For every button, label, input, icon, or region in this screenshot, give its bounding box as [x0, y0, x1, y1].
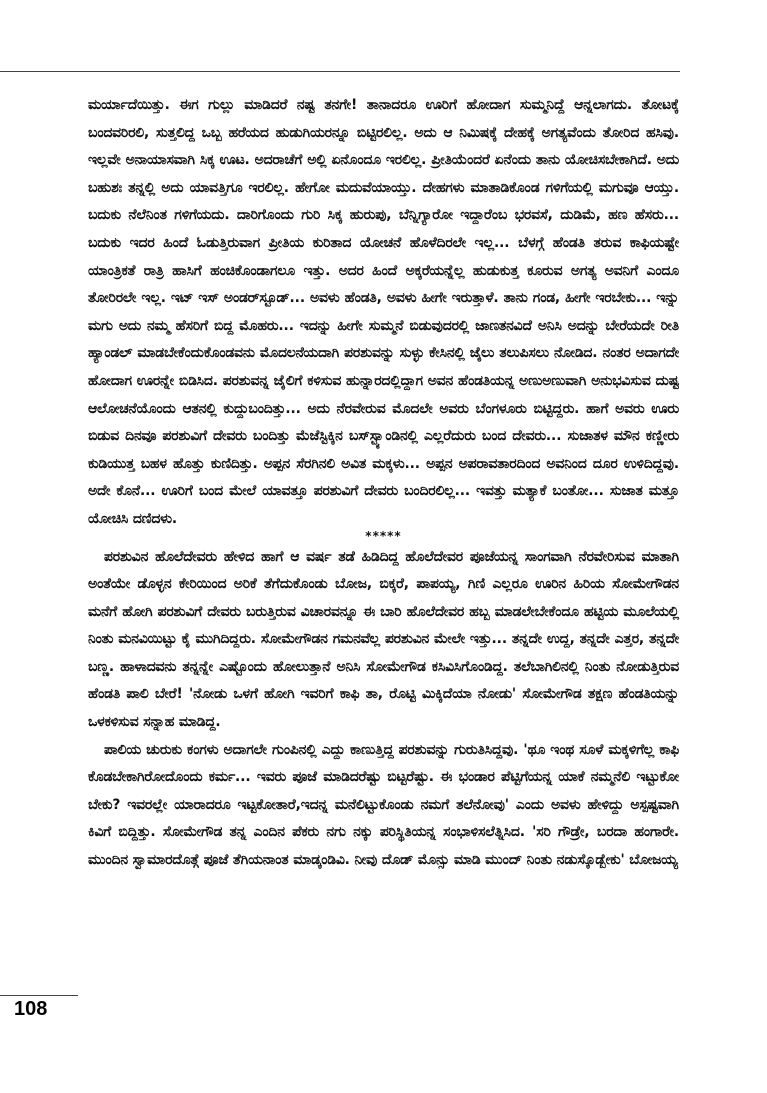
- paragraph-2: ಪರಶುವಿನ ಹೊಲೆದೇವರು ಹೇಳಿದ ಹಾಗೆ ಆ ವರ್ಷ ತಡೆ ಹಿಡಿದಿದ್ದ ಹೊಲೆದೇವರ ಪೂಜೆಯನ್ನ ಸಾಂಗವಾಗಿ ನೆರವೇರಿಸುವ ಮಾತಾಗಿ ಅಂತೆಯೇ ಡೊಳ್ಳನ ಕೇರಿಯಿಂದ ಅರಿಕೆ ತೆಗೆದುಕೊಂಡು ಬೋಜ, ಬಿಕ್ಕರೆ, ಪಾಪಯ್ಯ, ಗಿಣಿ ಎಲ್ಲರೂ ಊರಿನ ಹಿರಿಯ ಸೋಮೇಗೌಡನ ಮನೆಗೆ ಹೋಗಿ ಪರಶುವಿಗೆ ದೇವರು ಬರುತ್ತಿರುವ ವಿಚಾರವನ್ನೂ ಈ ಬಾರಿ ಹೊಲೆದೇವರ ಹಬ್ಬ ಮಾಡಲೇಬೇಕೆಂದೂ ಹಟ್ಟಿಯ ಮೂಲೆಯಲ್ಲಿ ನಿಂತು ಮನವಿಯಿಟ್ಟು ಕೈ ಮುಗಿದಿದ್ದರು. ಸೋಮೇಗೌಡನ ಗಮನವೆಲ್ಲ ಪರಶುವಿನ ಮೇಲೇ ಇತ್ತು... ತನ್ನದೇ ಉದ್ದ, ತನ್ನದೇ ಎತ್ತರ, ತನ್ನದೇ ಬಣ್ಣ. ಹಾಳಾದವನು ತನ್ನನ್ನೇ ಎಷ್ಟೊಂದು ಹೋಲುತ್ತಾನೆ ಅನಿಸಿ ಸೋಮೇಗೌಡ ಕಸಿವಿಸಿಗೊಂಡಿದ್ದ. ತಲೆಬಾಗಿಲಿನಲ್ಲಿ ನಿಂತು ನೋಡುತ್ತಿರುವ ಹೆಂಡತಿ ಪಾಲಿ ಬೇರೆ! 'ನೋಡು ಒಳಗೆ ಹೋಗಿ ಇವರಿಗೆ ಕಾಫಿ ತಾ, ರೊಟ್ಟಿ ಮಿಕ್ಕಿದೆಯಾ ನೋಡು' ಸೋಮೇಗೌಡ ತಕ್ಷಣ ಹೆಂಡತಿಯನ್ನು ಒಳಕಳಿಸುವ ಸನ್ನಾಹ ಮಾಡಿದ್ದ.: [88, 548, 679, 731]
- page-number: 108: [14, 998, 48, 1020]
- page-body: [88, 92, 679, 875]
- paragraph-1: ಮರ್ಯಾದೆಯಿತ್ತು. ಈಗ ಗುಲ್ಲು ಮಾಡಿದರೆ ನಷ್ಟ ತನಗೇ! ತಾನಾದರೂ ಊರಿಗೆ ಹೋದಾಗ ಸುಮ್ಮನಿದ್ದೆ ಆನ್ನಲಾಗದು. ತೋಟಕ್ಕೆ ಬಂದವರಿರಲಿ, ಸುತ್ತಲಿದ್ದ ಒಬ್ಬ ಹರೆಯದ ಹುಡುಗಿಯರನ್ನೂ ಬಿಟ್ಟಿರಲಿಲ್ಲ. ಅದು ಆ ನಿಮಿಷಕ್ಕೆ ದೇಹಕ್ಕೆ ಅಗತ್ಯವೆಂದು ತೋರಿದ ಹಸಿವು. ಇಲ್ಲವೇ ಅನಾಯಾಸವಾಗಿ ಸಿಕ್ಕ ಊಟ. ಅದರಾಚೆಗೆ ಅಲ್ಲಿ ಏನೊಂದೂ ಇರಲಿಲ್ಲ. ಪ್ರೀತಿಯೆಂದರೆ ಏನೆಂದು ತಾನು ಯೋಚಿಸಬೇಕಾಗಿದೆ. ಅದು ಬಹುಶಃ ತನ್ನಲ್ಲಿ ಅದು ಯಾವತ್ತಿಗೂ ಇರಲಿಲ್ಲ. ಹೇಗೋ ಮದುವೆಯಾಯ್ತು. ದೇಹಗಳು ಮಾತಾಡಿಕೊಂಡ ಗಳಿಗೆಯಲ್ಲಿ ಮಗುವೂ ಆಯ್ತು. ಬದುಕು ನೆಲೆನಿಂತ ಗಳಿಗೆಯದು. ದಾರಿಗೊಂದು ಗುರಿ ಸಿಕ್ಕ ಹುರುಪು, ಬೆನ್ನಿಗ್ಯಾರೋ ಇದ್ದಾರೆಂಬ ಭರವಸೆ, ದುಡಿಮೆ, ಹಣ ಹೆಸರು... ಬದುಕು ಇದರ ಹಿಂದೆ ಓಡುತ್ತಿರುವಾಗ ಪ್ರೀತಿಯ ಕುರಿತಾದ ಯೋಚನೆ ಹೊಳೆದಿರಲೇ ಇಲ್ಲ... ಬೆಳಗ್ಗೆ ಹೆಂಡತಿ ತರುವ ಕಾಫಿಯಷ್ಟೇ ಯಾಂತ್ರಿಕತೆ ರಾತ್ರಿ ಹಾಸಿಗೆ ಹಂಚಿಕೊಂಡಾಗಲೂ ಇತ್ತು. ಅದರ ಹಿಂದೆ ಅಕ್ಕರೆಯನ್ನೆಲ್ಲ ಹುಡುಕುತ್ತ ಕೂರುವ ಅಗತ್ಯ ಅವನಿಗೆ ಎಂದೂ ತೋರಿರಲೇ ಇಲ್ಲ. ಇಟ್ ಇಸ್ ಅಂಡರ್‌ಸ್ಟೂಡ್... ಅವಳು ಹೆಂಡತಿ, ಅವಳು ಹೀಗೇ ಇರುತ್ತಾಳೆ. ತಾನು ಗಂಡ, ಹೀಗೇ ಇರಬೇಕು... ಇನ್ನು ಮಗು ಅದು ನಮ್ಮ ಹೆಸರಿಗೆ ಬಿದ್ದ ಮೊಹರು... ಇದನ್ನು ಹೀಗೇ ಸುಮ್ಮನೆ ಬಿಡುವುದರಲ್ಲಿ ಜಾಣತನವಿದೆ ಅನಿಸಿ ಅದನ್ನು ಬೇರೆಯದೇ ರೀತಿ ಹ್ಯಾಂಡಲ್ ಮಾಡಬೇಕೆಂದುಕೊಂಡವನು ಮೊದಲನೆಯದಾಗಿ ಪರಶುವನ್ನು ಸುಳ್ಳು ಕೇಸಿನಲ್ಲಿ ಜೈಲು ತಲುಪಿಸಲು ನೋಡಿದ. ನಂತರ ಅದಾಗದೇ ಹೋದಾಗ ಊರನ್ನೇ ಬಿಡಿಸಿದ. ಪರಶುವನ್ನ ಜೈಲಿಗೆ ಕಳಿಸುವ ಹುನ್ನಾರದಲ್ಲಿದ್ದಾಗ ಅವನ ಹೆಂಡತಿಯನ್ನ ಅಣುಅಣುವಾಗಿ ಅನುಭವಿಸುವ ದುಷ್ಟ ಆಲೋಚನೆಯೊಂದು ಆತನಲ್ಲಿ ಕುದ್ದುಬಂದಿತ್ತು... ಅದು ನೆರವೇರುವ ಮೊದಲೇ ಅವರು ಬೆಂಗಳೂರು ಬಿಟ್ಟಿದ್ದರು. ಹಾಗೆ ಅವರು ಊರು ಬಿಡುವ ದಿನವೂ ಪರಶುವಿಗೆ ದೇವರು ಬಂದಿತ್ತು ಮೆಜೆಸ್ಟಿಕ್ಕಿನ ಬಸ್‌ಸ್ಟ್ಯಾಂಡಿನಲ್ಲಿ ಎಲ್ಲರೆದುರು ಬಂದ ದೇವರು... ಸುಜಾತಳ ಮೌನ ಕಣ್ಣೀರು ಕುಡಿಯುತ್ತ ಬಹಳ ಹೊತ್ತು ಕುಣಿದಿತ್ತು. ಅಪ್ಪನ ಸೆರಗಿನಲಿ ಅವಿತ ಮಕ್ಕಳು... ಅಪ್ಪನ ಅಪರಾವತಾರದಿಂದ ಅವನಿಂದ ದೂರ ಉಳಿದಿದ್ದವು. ಅದೇ ಕೊನೆ... ಊರಿಗೆ ಬಂದ ಮೇಲೆ ಯಾವತ್ತೂ ಪರಶುವಿಗೆ ದೇವರು ಬಂದಿರಲಿಲ್ಲ... ಇವತ್ತು ಮತ್ಯಾಕೆ ಬಂತೋ... ಸುಜಾತ ಮತ್ತೂ ಯೋಚಿಸಿ ದಣಿದಳು.: [88, 97, 679, 527]
- footer-rule: [0, 995, 78, 996]
- paragraph-3: ಪಾಲಿಯ ಚುರುಕು ಕಂಗಳು ಅದಾಗಲೇ ಗುಂಪಿನಲ್ಲಿ ಎದ್ದು ಕಾಣುತ್ತಿದ್ದ ಪರಶುವನ್ನು ಗುರುತಿಸಿದ್ದವು. 'ಥೂ ಇಂಥ ಸೂಳೆ ಮಕ್ಕಳಿಗೆಲ್ಲ ಕಾಫಿ ಕೊಡಬೇಕಾಗಿರೋದೊಂದು ಕರ್ಮ... ಇವರು ಪೂಜೆ ಮಾಡಿದರೆಷ್ಟು ಬಿಟ್ಟರೆಷ್ಟು. ಈ ಭಂಡಾರ ಪೆಟ್ಟಿಗೆಯನ್ನ ಯಾಕೆ ನಮ್ಮನೆಲಿ ಇಟ್ಟುಕೋ ಬೇಕು? ಇವರಲ್ಲೇ ಯಾರಾದರೂ ಇಟ್ಟಕೋತಾರೆ,ಇದನ್ನ ಮನೆಲಿಟ್ಟುಕೊಂಡು ನಮಗೆ ತಲೆನೋವು' ಎಂದು ಅವಳು ಹೇಳಿದ್ದು ಅಸ್ಪಷ್ಟವಾಗಿ ಕಿವಿಗೆ ಬಿದ್ದಿತ್ತು. ಸೋಮೇಗೌಡ ತನ್ನ ಎಂದಿನ ಪೆಕರು ನಗು ನಕ್ಕು ಪರಿಸ್ಥಿತಿಯನ್ನ ಸಂಭಾಳಿಸಲೆತ್ನಿಸಿದ. 'ಸರಿ ಗೌಡ್ರೇ, ಬರದಾ ಹಂಗಾರೇ. ಮುಂದಿನ ಸ್ವಾಮಾರದೊತ್ಗೆ ಪೂಜೆ ತೆಗಿಯನಾಂತ ಮಾಡ್ಕಂಡಿವಿ. ನೀವು ದೊಡ್ ಮೊನ್ಸು ಮಾಡಿ ಮುಂದ್ ನಿಂತು ನಡುಸ್ಕೊಡ್ಬೇಕು' ಬೋಜಯ್ಯ: [88, 741, 679, 869]
- top-rule: [0, 71, 680, 72]
- section-separator: *****: [365, 528, 402, 543]
